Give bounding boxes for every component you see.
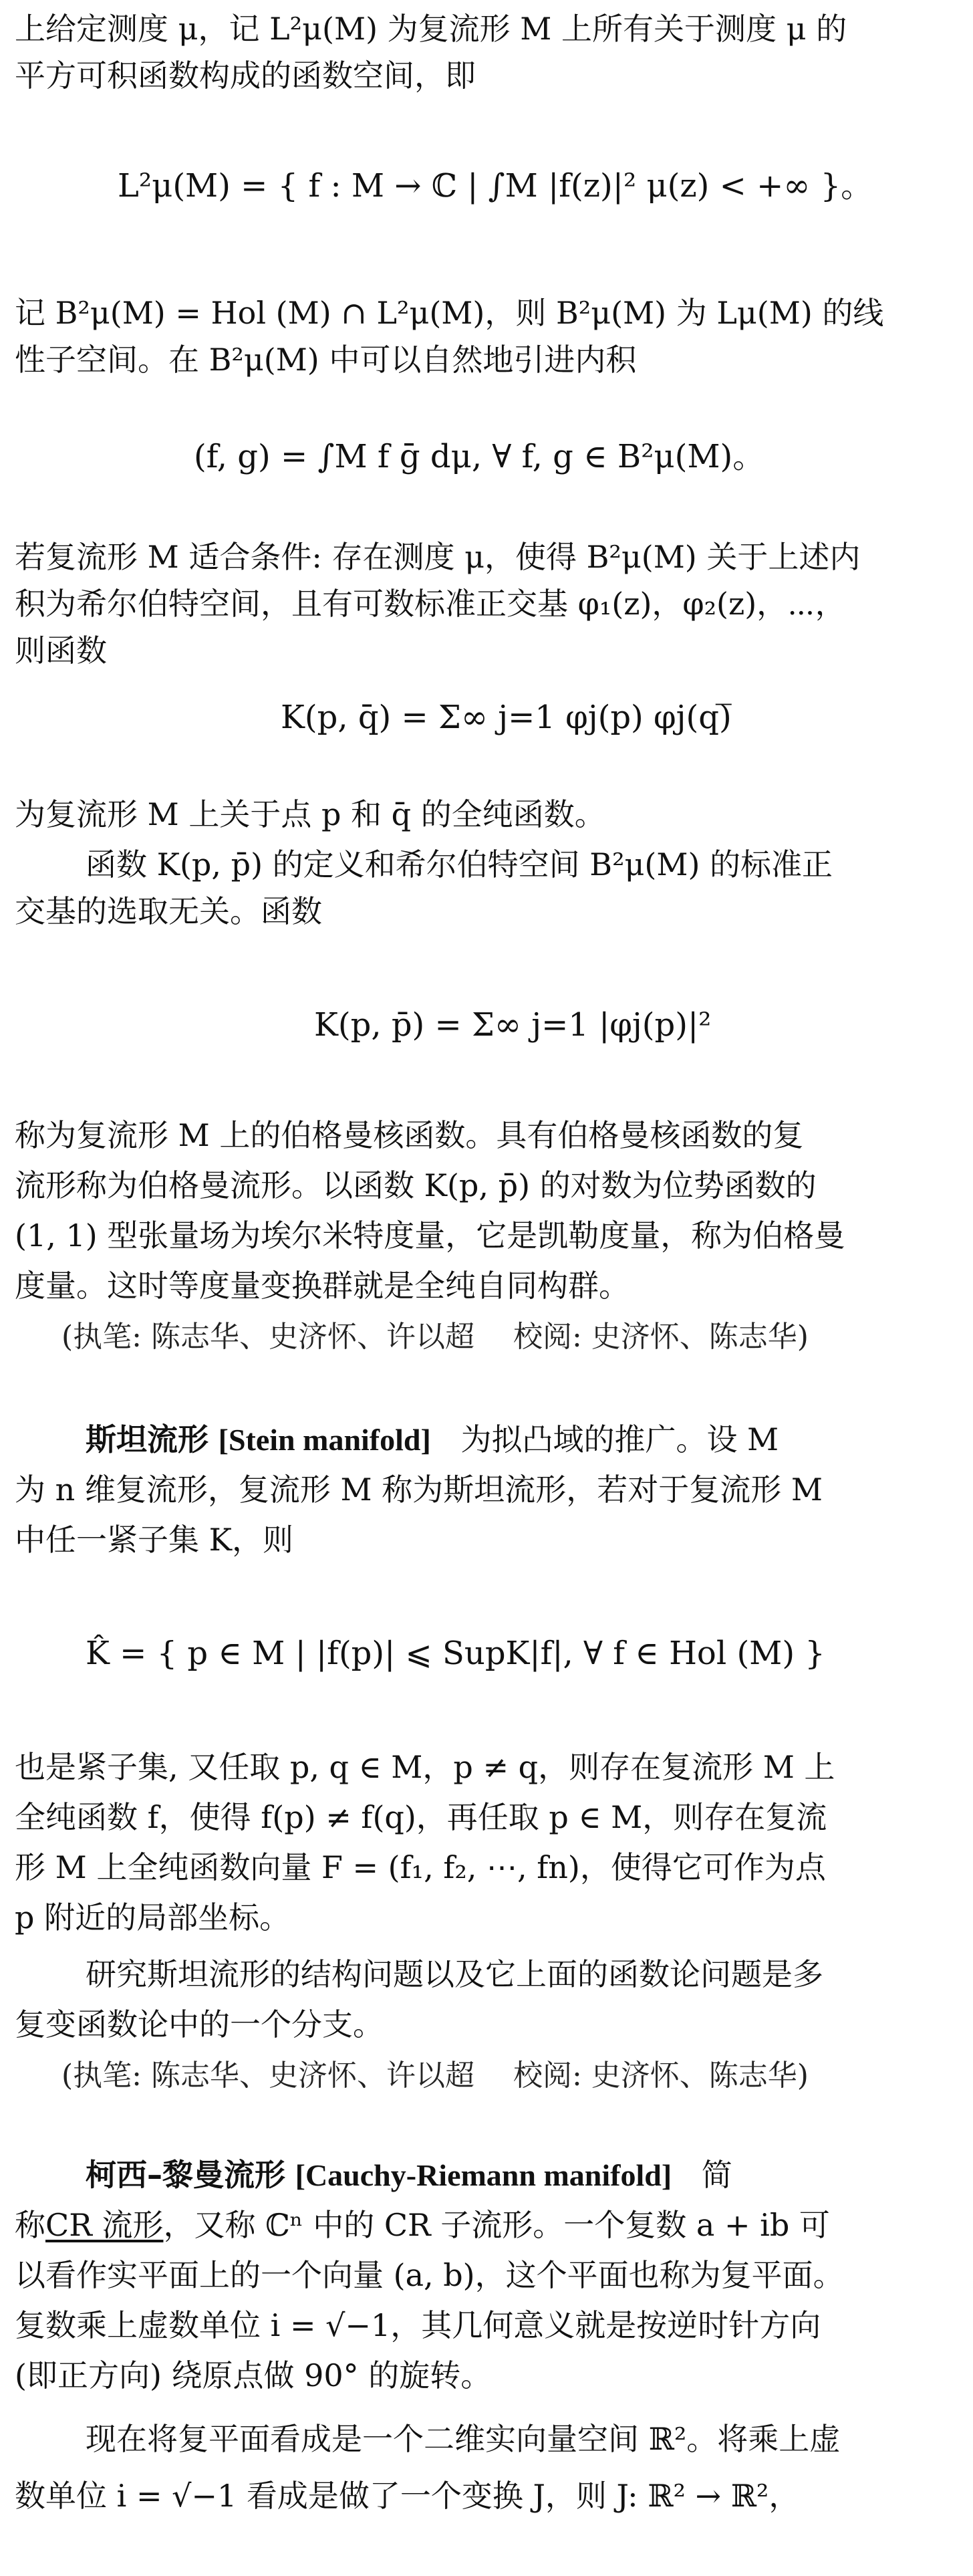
text-line: 也是紧子集, 又任取 p, q ∈ M，p ≠ q，则存在复流形 M 上 [15, 1749, 835, 1785]
text-line: 流形称为伯格曼流形。以函数 K(p, p̄) 的对数为位势函数的 [15, 1167, 817, 1203]
text-line: 平方可积函数构成的函数空间，即 [15, 57, 476, 94]
entry-text: 为拟凸域的推广。设 M [460, 1421, 779, 1457]
text-line: 交基的选取无关。函数 [15, 893, 322, 929]
text-line: 复变函数论中的一个分支。 [15, 2006, 384, 2042]
formula-l2-space: L²μ(M) = { f : M → ℂ | ∫M |f(z)|² μ(z) < +∞ }。 [118, 167, 873, 205]
author-credit: (执笔: 陈志华、史济怀、许以超 校阅: 史济怀、陈志华) [61, 1320, 809, 1354]
text-line: 度量。这时等度量变换群就是全纯自同构群。 [15, 1268, 630, 1304]
entry-term-english: [Cauchy-Riemann manifold] [295, 2158, 672, 2192]
text-line: 以看作实平面上的一个向量 (a, b)，这个平面也称为复平面。 [15, 2257, 844, 2293]
text-line: 研究斯坦流形的结构问题以及它上面的函数论问题是多 [86, 1956, 823, 1992]
entry-text: 简 [701, 2157, 732, 2193]
text-line: (即正方向) 绕原点做 90° 的旋转。 [15, 2357, 492, 2393]
text-line: 全纯函数 f，使得 f(p) ≠ f(q)，再任取 p ∈ M，则存在复流 [15, 1799, 827, 1835]
text-line: (1, 1) 型张量场为埃尔米特度量，它是凯勒度量，称为伯格曼 [15, 1217, 845, 1254]
text-line: 记 B²μ(M) = Hol (M) ∩ L²μ(M)，则 B²μ(M) 为 Lμ(M) 的线 [15, 295, 884, 331]
text-line: 上给定测度 μ，记 L²μ(M) 为复流形 M 上所有关于测度 μ 的 [15, 11, 847, 47]
text-line: 复数乘上虚数单位 i = √−1，其几何意义就是按逆时针方向 [15, 2307, 821, 2343]
text-line [15, 2203, 957, 2247]
text-line: 性子空间。在 B²μ(M) 中可以自然地引进内积 [15, 342, 637, 378]
entry-term-english: [Stein manifold] [218, 1423, 431, 1457]
entry-term: 斯坦流形 [86, 1421, 208, 1457]
text-line: 函数 K(p, p̄) 的定义和希尔伯特空间 B²μ(M) 的标准正 [86, 846, 833, 883]
text-line: 为 n 维复流形，复流形 M 称为斯坦流形，若对于复流形 M [15, 1472, 823, 1508]
entry-text: ，又称 ℂⁿ 中的 CR 子流形。一个复数 a + ib 可 [163, 2207, 830, 2243]
abbreviation-cr-manifold: CR 流形 [45, 2207, 164, 2243]
text-line: 中任一紧子集 K，则 [15, 1522, 293, 1558]
entry-text: 称 [15, 2207, 45, 2243]
text-line: 为复流形 M 上关于点 p 和 q̄ 的全纯函数。 [15, 796, 605, 832]
author-credit: (执笔: 陈志华、史济怀、许以超 校阅: 史济怀、陈志华) [61, 2059, 809, 2093]
formula-hull: K̂ = { p ∈ M | |f(p)| ⩽ SupK|f|, ∀ f ∈ Hol (M) } [86, 1635, 825, 1672]
text-line: 现在将复平面看成是一个二维实向量空间 ℝ²。将乘上虚 [86, 2421, 841, 2457]
formula-inner-product: (f, g) = ∫M f ḡ dμ, ∀ f, g ∈ B²μ(M)。 [194, 438, 765, 475]
formula-bergman-kernel: K(p, p̄) = Σ∞ j=1 |φj(p)|² [314, 1006, 712, 1044]
text-line: p 附近的局部坐标。 [15, 1899, 291, 1936]
text-line: 若复流形 M 适合条件: 存在测度 μ，使得 B²μ(M) 关于上述内 [15, 539, 861, 575]
entry-heading-cr [86, 2153, 957, 2198]
text-line: 积为希尔伯特空间，且有可数标准正交基 φ₁(z)，φ₂(z)，⋯， [15, 586, 846, 622]
text-line: 数单位 i = √−1 看成是做了一个变换 J，则 J: ℝ² → ℝ²， [15, 2478, 800, 2514]
text-line: 则函数 [15, 632, 107, 669]
entry-term: 柯西–黎曼流形 [86, 2157, 285, 2193]
text-line: 称为复流形 M 上的伯格曼核函数。具有伯格曼核函数的复 [15, 1117, 804, 1153]
entry-heading-stein [86, 1417, 957, 1462]
text-line: 形 M 上全纯函数向量 F = (f₁, f₂, ⋯, fn)，使得它可作为点 [15, 1849, 826, 1885]
formula-kernel-pq: K(p, q̄) = Σ∞ j=1 φj(p) φj(q)̅ [281, 699, 732, 736]
